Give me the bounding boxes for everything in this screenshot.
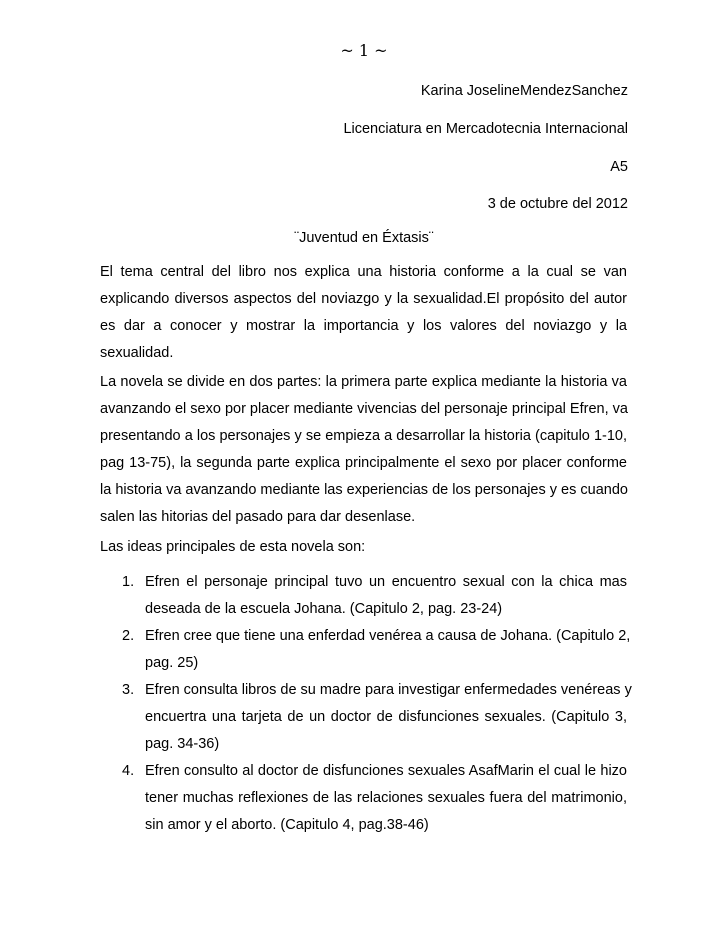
list-item	[100, 569, 627, 623]
document-title: ¨Juventud en Éxtasis¨	[294, 230, 434, 246]
paragraph-line: salen las hitorias del pasado para dar desenlase.	[100, 509, 416, 525]
list-item-line: Efren consulta libros de su madre para investigar enfermedades venéreas y	[145, 682, 632, 698]
paragraph-line: La novela se divide en dos partes: la primera parte explica mediante la historia va	[100, 374, 627, 390]
list-item-line: tener muchas reflexiones de las relaciones sexuales fuera del matrimonio,	[145, 790, 627, 806]
list-item-line: sin amor y el aborto. (Capitulo 4, pag.38-46)	[145, 817, 429, 833]
list-item-line: Efren consulto al doctor de disfunciones sexuales AsafMarin el cual le hizo	[145, 763, 627, 779]
paragraph-line: El tema central del libro nos explica una historia conforme a la cual se van	[100, 264, 627, 280]
list-item-line: pag. 34-36)	[145, 736, 220, 752]
document-date: 3 de octubre del 2012	[487, 196, 628, 212]
paragraph-list-intro	[100, 534, 627, 561]
list-item	[100, 677, 632, 758]
paragraph-intro	[100, 259, 627, 367]
list-item-line: Efren cree que tiene una enferdad venérea a causa de Johana. (Capitulo 2,	[145, 628, 631, 644]
paragraph-structure	[100, 369, 627, 531]
list-item-line: encuertra una tarjeta de un doctor de disfunciones sexuales. (Capitulo 3,	[145, 709, 627, 725]
paragraph-line: sexualidad.	[100, 345, 174, 361]
paragraph-line: Las ideas principales de esta novela son:	[100, 539, 366, 555]
list-item-line: pag. 25)	[145, 655, 199, 671]
paragraph-line: pag 13-75), la segunda parte explica principalmente el sexo por placer conforme	[100, 455, 627, 471]
main-ideas-list	[100, 569, 632, 839]
author-name: Karina JoselineMendezSanchez	[420, 83, 628, 99]
paragraph-line: explicando diversos aspectos del noviazgo y la sexualidad.El propósito del autor	[100, 291, 627, 307]
page-number: ~ 1 ~	[340, 41, 388, 60]
group-code: A5	[610, 159, 628, 175]
paragraph-line: es dar a conocer y mostrar la importancia y los valores del noviazgo y la	[100, 318, 627, 334]
paragraph-line: avanzando el sexo por placer mediante vivencias del personaje principal Efren, va	[100, 401, 628, 417]
list-item	[100, 623, 631, 677]
paragraph-line: la historia va avanzando mediante las experiencias de los personajes y es cuando	[100, 482, 628, 498]
paragraph-line: presentando a los personajes y se empieza a desarrollar la historia (capitulo 1-10,	[100, 428, 627, 444]
list-number: 4.	[122, 763, 135, 779]
list-number: 1.	[122, 574, 135, 590]
list-item	[100, 758, 627, 839]
degree-program: Licenciatura en Mercadotecnia Internacional	[343, 121, 628, 137]
list-item-line: deseada de la escuela Johana. (Capitulo 2, pag. 23-24)	[145, 601, 503, 617]
list-item-line: Efren el personaje principal tuvo un encuentro sexual con la chica mas	[145, 574, 627, 590]
list-number: 3.	[122, 682, 135, 698]
list-number: 2.	[122, 628, 135, 644]
